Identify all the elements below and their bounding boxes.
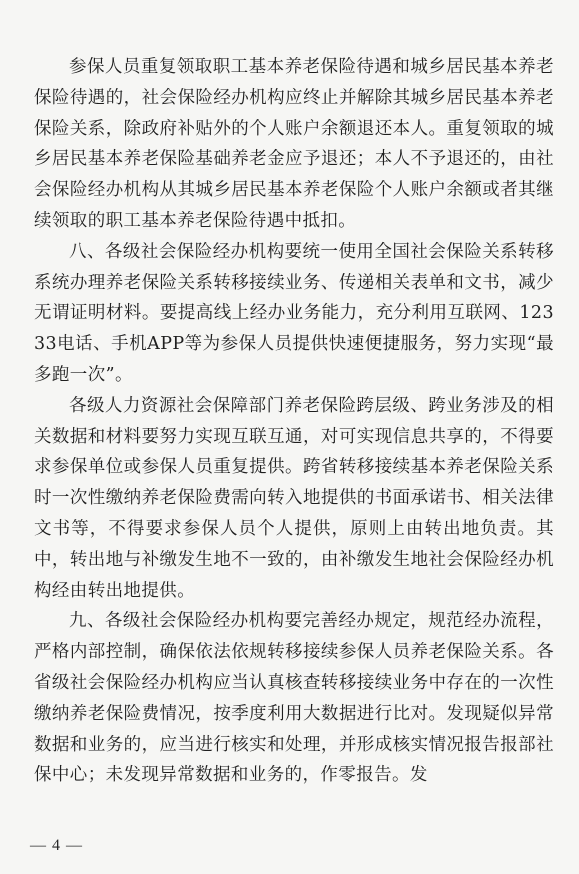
paragraph-item-8: 八、各级社会保险经办机构要统一使用全国社会保险关系转移系统办理养老保险关系转移接续业务、传递相关表单和文书，减少无谓证明材料。要提高线上经办业务能力，充分利用互联网、12333电话、手机APP等为参保人员提供快速便捷服务，努力实现“最多跑一次”。 — [34, 241, 554, 385]
document-body — [34, 52, 554, 791]
paragraph-duplicate-benefits: 参保人员重复领取职工基本养老保险待遇和城乡居民基本养老保险待遇的，社会保险经办机构应终止并解除其城乡居民基本养老保险关系，除政府补贴外的个人账户余额退还本人。重复领取的城乡居民基本养老保险基础养老金应予退还；本人不予退还的，由社会保险经办机构从其城乡居民基本养老保险个人账户余额或者其继续领取的职工基本养老保险待遇中抵扣。 — [34, 57, 554, 231]
paragraph-data-sharing: 各级人力资源社会保障部门养老保险跨层级、跨业务涉及的相关数据和材料要努力实现互联互通，对可实现信息共享的，不得要求参保单位或参保人员重复提供。跨省转移接续基本养老保险关系时一次性缴纳养老保险费需向转入地提供的书面承诺书、相关法律文书等，不得要求参保人员个人提供，原则上由转出地负责。其中，转出地与补缴发生地不一致的，由补缴发生地社会保险经办机构经由转出地提供。 — [34, 395, 554, 601]
page-number: — 4 — — [30, 837, 83, 854]
paragraph-item-9: 九、各级社会保险经办机构要完善经办规定，规范经办流程，严格内部控制，确保依法依规转移接续参保人员养老保险关系。各省级社会保险经办机构应当认真核查转移接续业务中存在的一次性缴纳养老保险费情况，按季度利用大数据进行比对。发现疑似异常数据和业务的，应当进行核实和处理，并形成核实情况报告报部社保中心；未发现异常数据和业务的，作零报告。发 — [34, 611, 554, 786]
